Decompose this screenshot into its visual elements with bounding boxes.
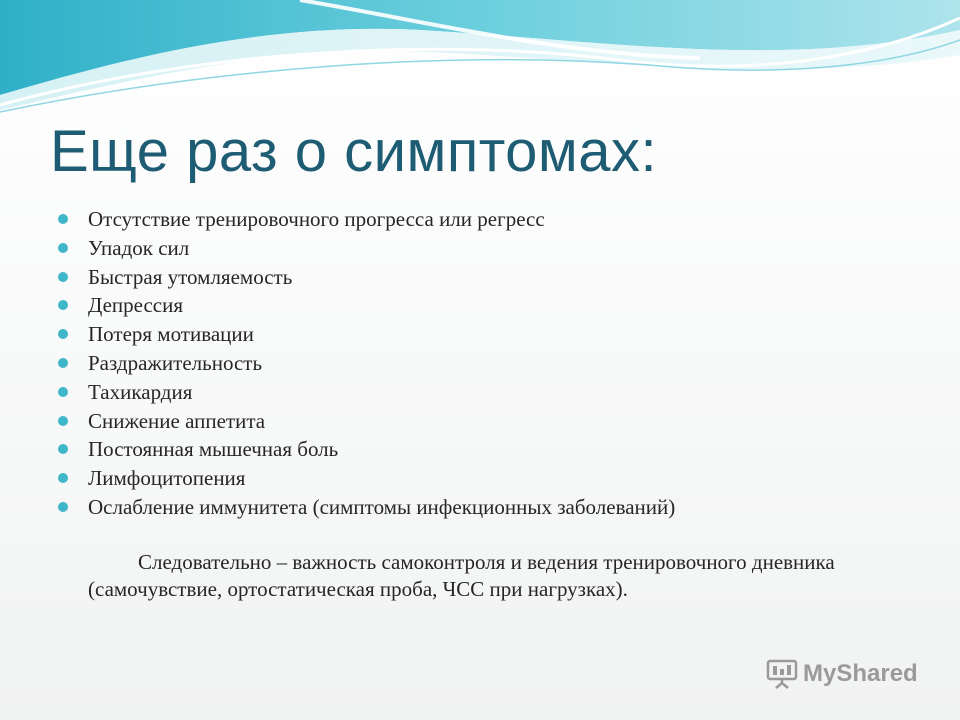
list-item [58, 349, 675, 378]
list-item [58, 205, 675, 234]
watermark[interactable] [765, 656, 918, 692]
bullet-dot-icon [58, 243, 68, 253]
list-item-text: Депрессия [88, 293, 184, 318]
conclusion-paragraph: Следовательно – важность самоконтроля и ведения тренировочного дневника (самочувствие, ортостатическая проба, ЧСС при нагрузках). [88, 550, 835, 601]
list-item [58, 378, 675, 407]
list-item [58, 234, 675, 263]
list-item-text: Ослабление иммунитета (симптомы инфекционных заболеваний) [88, 494, 676, 519]
list-item-text: Лимфоцитопения [88, 466, 246, 491]
bullet-dot-icon [58, 444, 68, 454]
bullet-dot-icon [58, 329, 68, 339]
list-item [58, 263, 675, 292]
list-item-text: Постоянная мышечная боль [88, 437, 339, 462]
presentation-board-icon [765, 657, 799, 691]
list-item [58, 407, 675, 436]
header-wave-decoration [0, 0, 960, 120]
list-item [58, 320, 675, 349]
bullet-dot-icon [58, 214, 68, 224]
slide-title: Еще раз о симптомах: [50, 119, 658, 184]
bullet-dot-icon [58, 416, 68, 426]
bullet-dot-icon [58, 502, 68, 512]
bullet-dot-icon [58, 272, 68, 282]
list-item-text: Тахикардия [88, 379, 193, 404]
list-item-text: Потеря мотивации [88, 322, 254, 347]
list-item [58, 291, 675, 320]
list-item-text: Упадок сил [88, 235, 190, 260]
bullet-dot-icon [58, 300, 68, 310]
watermark-text: MyShared [803, 660, 918, 687]
bullet-dot-icon [58, 473, 68, 483]
list-item-text: Быстрая утомляемость [88, 264, 293, 289]
list-item [58, 435, 675, 464]
list-item-text: Снижение аппетита [88, 408, 266, 433]
list-item [58, 464, 675, 493]
symptoms-list [58, 205, 675, 522]
list-item [58, 493, 675, 522]
list-item-text: Раздражительность [88, 350, 263, 375]
bullet-dot-icon [58, 358, 68, 368]
list-item-text: Отсутствие тренировочного прогресса или регресс [88, 207, 545, 231]
bullet-dot-icon [58, 387, 68, 397]
